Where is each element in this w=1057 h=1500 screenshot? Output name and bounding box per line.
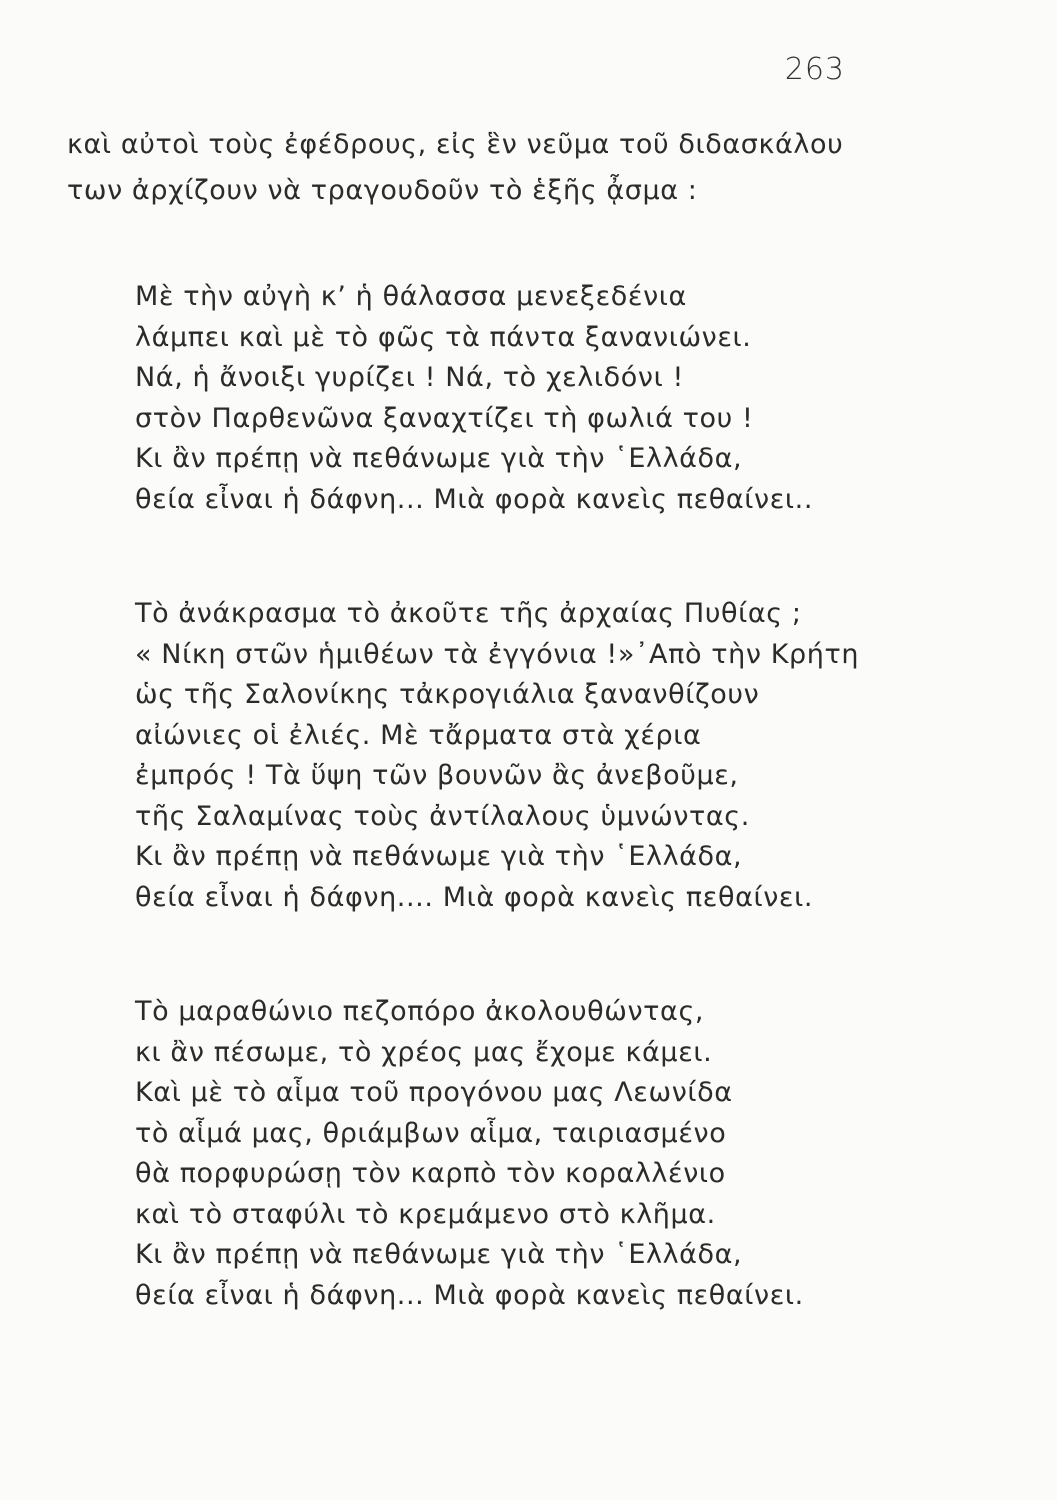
refrain-line: Κι ἂν πρέπῃ νὰ πεθάνωμε γιὰ τὴν ῾Ελλάδα,	[135, 1239, 743, 1270]
intro-paragraph	[67, 122, 967, 214]
stanza	[135, 992, 995, 1316]
verse-line: Νά, ἡ ἄνοιξι γυρίζει ! Νά, τὸ χελιδόνι !	[135, 362, 684, 393]
verse-line: αἰώνιες οἱ ἐλιές. Μὲ τἄρματα στὰ χέρια	[135, 719, 702, 751]
text-line: των ἀρχίζουν νὰ τραγουδοῦν τὸ ἑξῆς ᾆσμα :	[67, 175, 698, 206]
verse-line: στὸν Παρθενῶνα ξαναχτίζει τὴ φωλιά του !	[135, 402, 754, 434]
refrain-line: Κι ἂν πρέπῃ νὰ πεθάνωμε γιὰ τὴν ῾Ελλάδα,	[135, 841, 743, 872]
verse-line: κι ἂν πέσωμε, τὸ χρέος μας ἔχομε κάμει.	[135, 1036, 713, 1068]
page-number: 263	[784, 52, 845, 87]
verse-line: ἐμπρός ! Τὰ ὕψη τῶν βουνῶν ἂς ἀνεβοῦμε,	[135, 760, 739, 791]
refrain-line: Κι ἂν πρέπῃ νὰ πεθάνωμε γιὰ τὴν ῾Ελλάδα,	[135, 443, 743, 474]
refrain-line: θεία εἶναι ἡ δάφνη... Μιὰ φορὰ κανεὶς πεθαίνει.	[135, 1279, 804, 1311]
verse-line: ὡς τῆς Σαλονίκης τἀκρογιάλια ξανανθίζουν	[135, 679, 760, 710]
verse-line: Καὶ μὲ τὸ αἷμα τοῦ προγόνου μας Λεωνίδα	[135, 1077, 733, 1108]
refrain-line: θεία εἶναι ἡ δάφνη... Μιὰ φορὰ κανεὶς πεθαίνει..	[135, 483, 813, 515]
verse-line: Τὸ ἀνάκρασμα τὸ ἀκοῦτε τῆς ἀρχαίας Πυθίας ;	[135, 598, 802, 629]
verse-line: Τὸ μαραθώνιο πεζοπόρο ἀκολουθώντας,	[135, 996, 705, 1027]
verse-line: θὰ πορφυρώσῃ τὸν καρπὸ τὸν κοραλλένιο	[135, 1158, 726, 1189]
refrain-line: θεία εἶναι ἡ δάφνη.... Μιὰ φορὰ κανεὶς πεθαίνει.	[135, 881, 813, 913]
verse-line: Μὲ τὴν αὐγὴ κ’ ἡ θάλασσα μενεξεδένια	[135, 281, 687, 312]
verse-line: « Νίκη στῶν ἡμιθέων τὰ ἐγγόνια !»᾿Απὸ τὴν Κρήτη	[135, 638, 860, 670]
verse-line: τὸ αἷμά μας, θριάμβων αἷμα, ταιριασμένο	[135, 1117, 727, 1149]
text-line: καὶ αὐτοὶ τοὺς ἐφέδρους, εἰς ἓν νεῦμα τοῦ διδασκάλου	[67, 129, 844, 160]
stanza	[135, 594, 995, 918]
stanza	[135, 277, 995, 520]
verse-line: τῆς Σαλαμίνας τοὺς ἀντίλαλους ὑμνώντας.	[135, 800, 750, 832]
verse-line: καὶ τὸ σταφύλι τὸ κρεμάμενο στὸ κλῆμα.	[135, 1198, 716, 1230]
verse-line: λάμπει καὶ μὲ τὸ φῶς τὰ πάντα ξανανιώνει.	[135, 321, 752, 353]
